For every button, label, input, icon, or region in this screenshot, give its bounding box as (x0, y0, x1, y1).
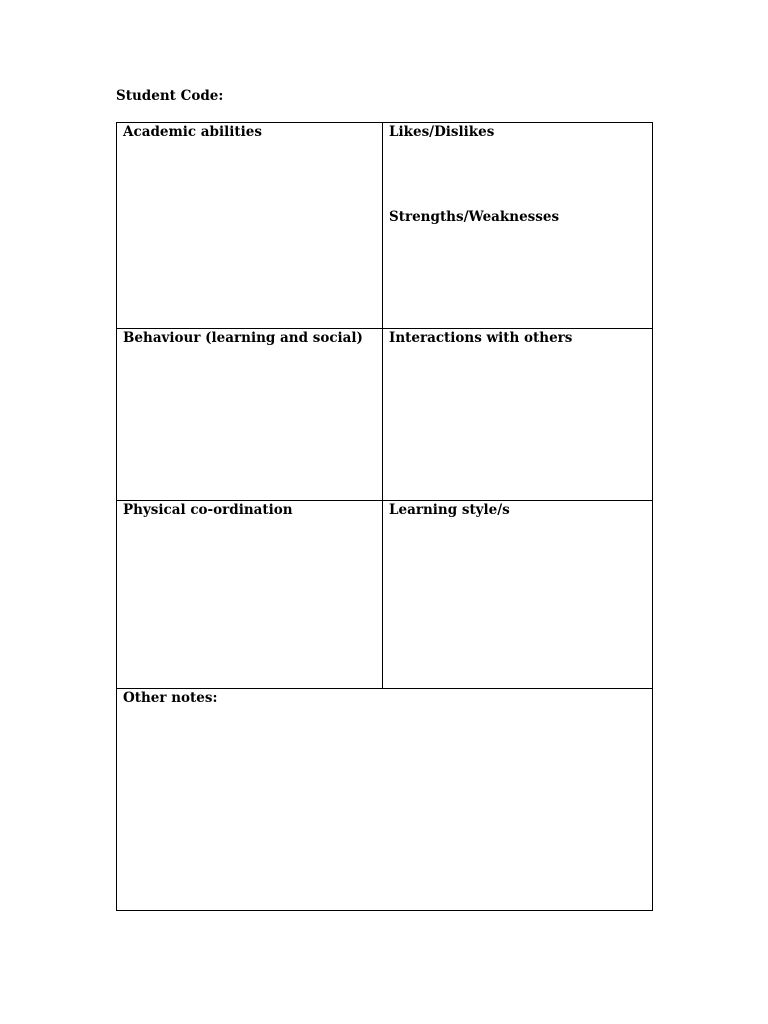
physical-coordination-cell[interactable] (117, 501, 383, 689)
interactions-cell[interactable] (383, 329, 653, 501)
student-profile-table (116, 122, 653, 911)
table-row (117, 689, 653, 911)
student-code-label: Student Code: (116, 88, 224, 104)
physical-coordination-label: Physical co-ordination (123, 502, 293, 518)
table-row (117, 329, 653, 501)
behaviour-cell[interactable] (117, 329, 383, 501)
interactions-label: Interactions with others (389, 330, 573, 346)
learning-styles-cell[interactable] (383, 501, 653, 689)
table-row (117, 123, 653, 329)
academic-abilities-cell[interactable] (117, 123, 383, 329)
learning-styles-label: Learning style/s (389, 502, 510, 518)
likes-dislikes-cell[interactable] (383, 123, 653, 329)
table-row (117, 501, 653, 689)
other-notes-cell[interactable] (117, 689, 653, 911)
strengths-weaknesses-label: Strengths/Weaknesses (389, 209, 560, 225)
behaviour-label: Behaviour (learning and social) (123, 330, 363, 346)
other-notes-label: Other notes: (123, 690, 218, 706)
academic-abilities-label: Academic abilities (123, 124, 262, 140)
likes-dislikes-label: Likes/Dislikes (389, 124, 495, 140)
